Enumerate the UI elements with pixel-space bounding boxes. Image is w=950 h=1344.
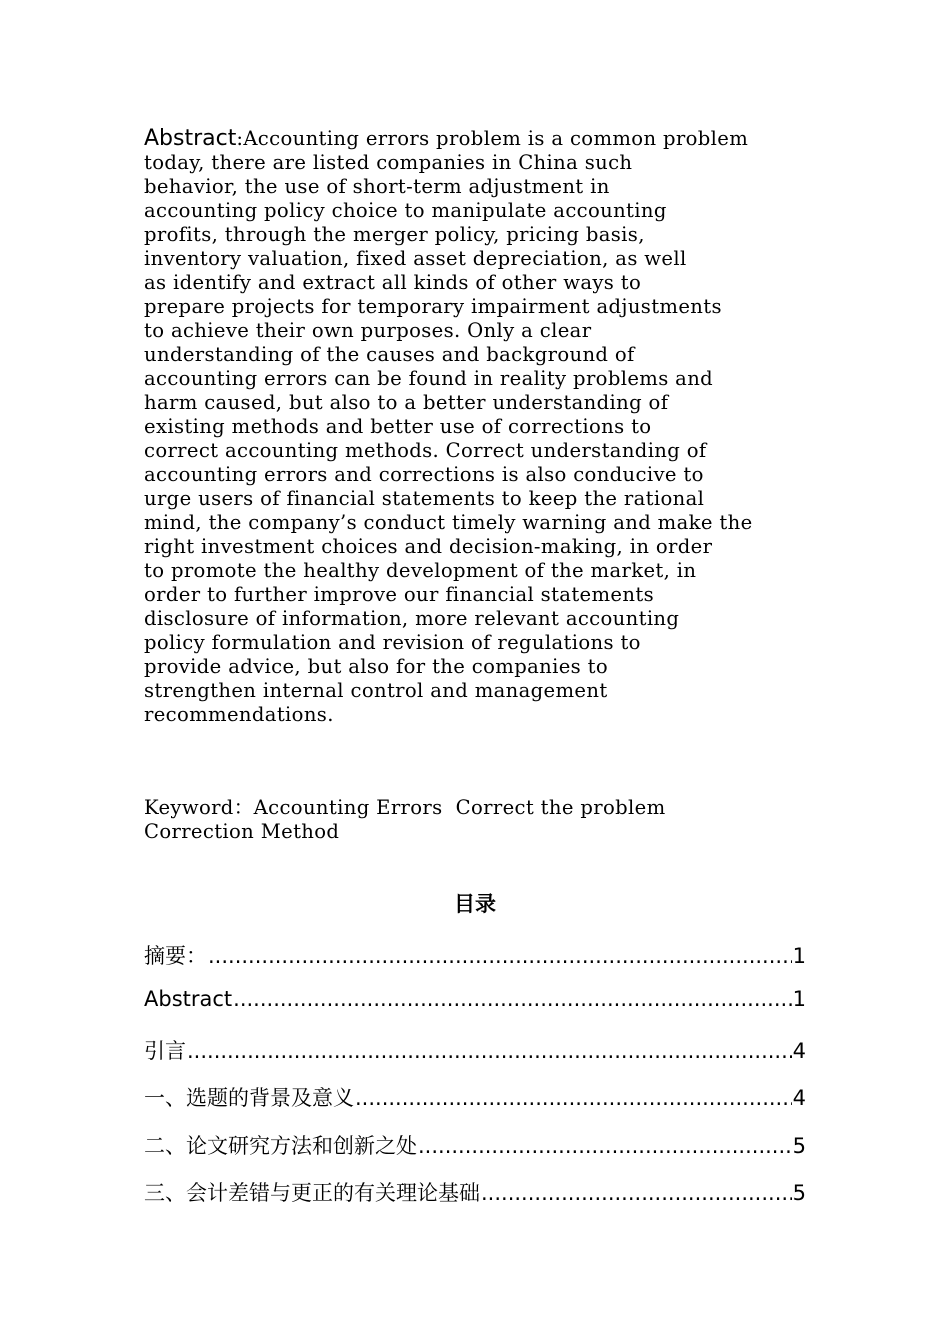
toc-leader-dots — [208, 944, 792, 968]
toc-entry-title: 一、选题的背景及意义 — [144, 1086, 354, 1111]
abstract-text-1: Accounting errors problem is a common problem — [243, 127, 749, 150]
abstract-line: today, there are listed companies in China such — [144, 151, 633, 174]
toc-entry-page: 1 — [792, 987, 806, 1012]
abstract-line: policy formulation and revision of regulations to — [144, 631, 641, 654]
toc-entry-title: 引言 — [144, 1038, 186, 1063]
abstract-label: Abstract — [144, 126, 237, 151]
toc-entry-page: 1 — [792, 944, 806, 968]
toc-entry-section-1[interactable] — [144, 1082, 806, 1129]
toc-leader-dots — [233, 987, 791, 1011]
toc-entry-title: 摘要： — [144, 944, 207, 968]
abstract-line-1 — [144, 127, 814, 151]
toc-entry-title: Abstract — [144, 987, 233, 1012]
toc-leader-dots — [187, 1039, 792, 1063]
abstract-line: inventory valuation, fixed asset depreciation, as well — [144, 247, 687, 270]
abstract-line: profits, through the merger policy, pricing basis, — [144, 223, 645, 246]
toc-entry-page: 5 — [792, 1133, 806, 1158]
toc-entry-section-2[interactable] — [144, 1130, 806, 1177]
abstract-line: mind, the company’s conduct timely warning and make the — [144, 511, 753, 534]
abstract-line: right investment choices and decision-making, in order — [144, 535, 713, 558]
abstract-line: provide advice, but also for the companies to — [144, 655, 609, 678]
abstract-line: prepare projects for temporary impairment adjustments — [144, 295, 722, 318]
toc-entry-page: 4 — [792, 1038, 806, 1063]
toc-entry-title: 二、论文研究方法和创新之处 — [144, 1133, 417, 1158]
keyword-line-2: Correction Method — [144, 820, 340, 843]
toc-entry-title: 三、会计差错与更正的有关理论基础 — [144, 1180, 480, 1205]
abstract-line: to achieve their own purposes. Only a clear — [144, 319, 592, 342]
abstract-line: order to further improve our financial statements — [144, 583, 654, 606]
abstract-paragraph — [144, 127, 814, 727]
toc-entry-abstract-cn[interactable] — [144, 940, 806, 987]
abstract-line: disclosure of information, more relevant accounting — [144, 607, 680, 630]
abstract-line: behavior, the use of short-term adjustment in — [144, 175, 610, 198]
toc-entry-abstract-en[interactable] — [144, 987, 806, 1034]
toc-title: 目录 — [454, 892, 496, 916]
abstract-colon: : — [236, 127, 244, 150]
abstract-line: accounting errors can be found in reality problems and — [144, 367, 714, 390]
abstract-line: correct accounting methods. Correct understanding of — [144, 439, 707, 462]
abstract-line: recommendations. — [144, 703, 334, 726]
abstract-line: harm caused, but also to a better understanding of — [144, 391, 669, 414]
toc-leader-dots — [481, 1181, 792, 1205]
keyword-paragraph — [144, 796, 824, 844]
abstract-line: as identify and extract all kinds of other ways to — [144, 271, 642, 294]
toc-entry-page: 4 — [792, 1086, 806, 1111]
toc-entry-section-3[interactable] — [144, 1177, 806, 1224]
abstract-line: existing methods and better use of corrections to — [144, 415, 652, 438]
toc-entry-introduction[interactable] — [144, 1035, 806, 1082]
toc-leader-dots — [418, 1134, 792, 1158]
abstract-line: to promote the healthy development of the market, in — [144, 559, 697, 582]
table-of-contents — [144, 940, 806, 1224]
abstract-line: accounting policy choice to manipulate accounting — [144, 199, 667, 222]
abstract-line: strengthen internal control and management — [144, 679, 608, 702]
abstract-line: accounting errors and corrections is also conducive to — [144, 463, 704, 486]
toc-entry-page: 5 — [792, 1180, 806, 1205]
abstract-line: understanding of the causes and background of — [144, 343, 635, 366]
keyword-line-1: Keyword：Accounting Errors Correct the problem — [144, 796, 666, 819]
toc-leader-dots — [355, 1086, 792, 1110]
abstract-line: urge users of financial statements to keep the rational — [144, 487, 705, 510]
